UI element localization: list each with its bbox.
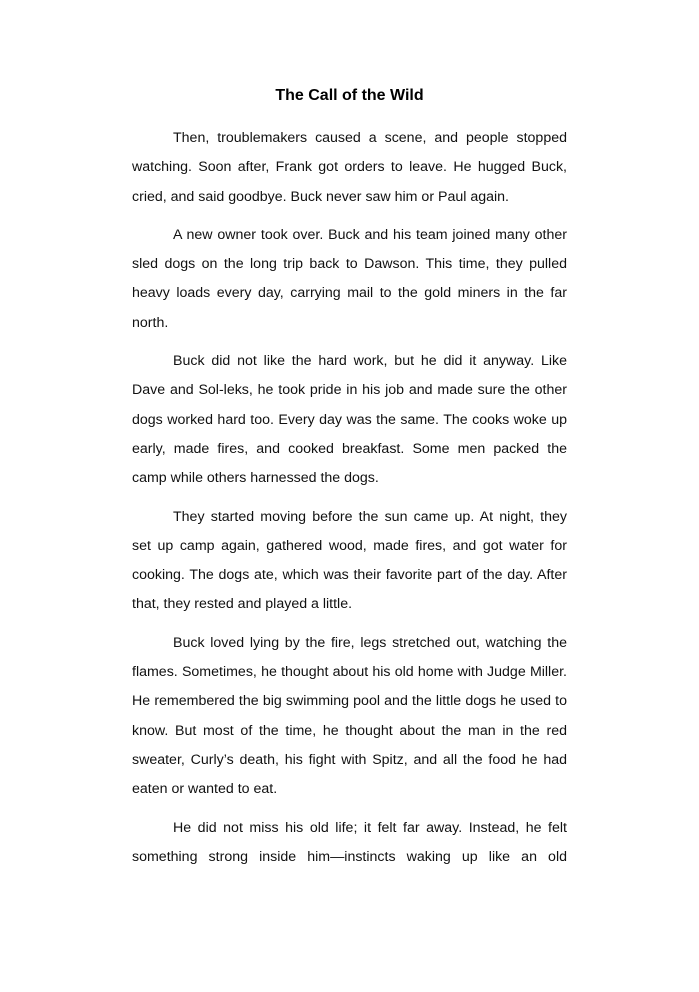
paragraph-4: They started moving before the sun came up. At night, they set up camp again, gathered wood, made fires, and got water for cooking. The dogs ate, which was their favorite part of the day. After that, they rested and played a little. [132, 508, 567, 613]
paragraph-2: A new owner took over. Buck and his team joined many other sled dogs on the long trip back to Dawson. This time, they pulled heavy loads every day, carrying mail to the gold miners in the far north. [132, 226, 567, 331]
paragraph-5: Buck loved lying by the fire, legs stretched out, watching the flames. Sometimes, he thought about his old home with Judge Miller. He remembered the big swimming pool and the little dogs he used to know. But most of the time, he thought about the man in the red sweater, Curly’s death, his fight with Spitz, and all the food he had eaten or wanted to eat. [132, 634, 567, 798]
paragraph-6: He did not miss his old life; it felt far away. Instead, he felt something strong inside him—instincts waking up like an old [132, 819, 567, 865]
page-title: The Call of the Wild [275, 87, 424, 104]
body-text [132, 124, 567, 881]
paragraph-1: Then, troublemakers caused a scene, and people stopped watching. Soon after, Frank got orders to leave. He hugged Buck, cried, and said goodbye. Buck never saw him or Paul again. [132, 130, 567, 205]
paragraph-3: Buck did not like the hard work, but he did it anyway. Like Dave and Sol-leks, he took pride in his job and made sure the other dogs worked hard too. Every day was the same. The cooks woke up early, made fires, and cooked breakfast. Some men packed the camp while others harnessed the dogs. [132, 353, 567, 487]
